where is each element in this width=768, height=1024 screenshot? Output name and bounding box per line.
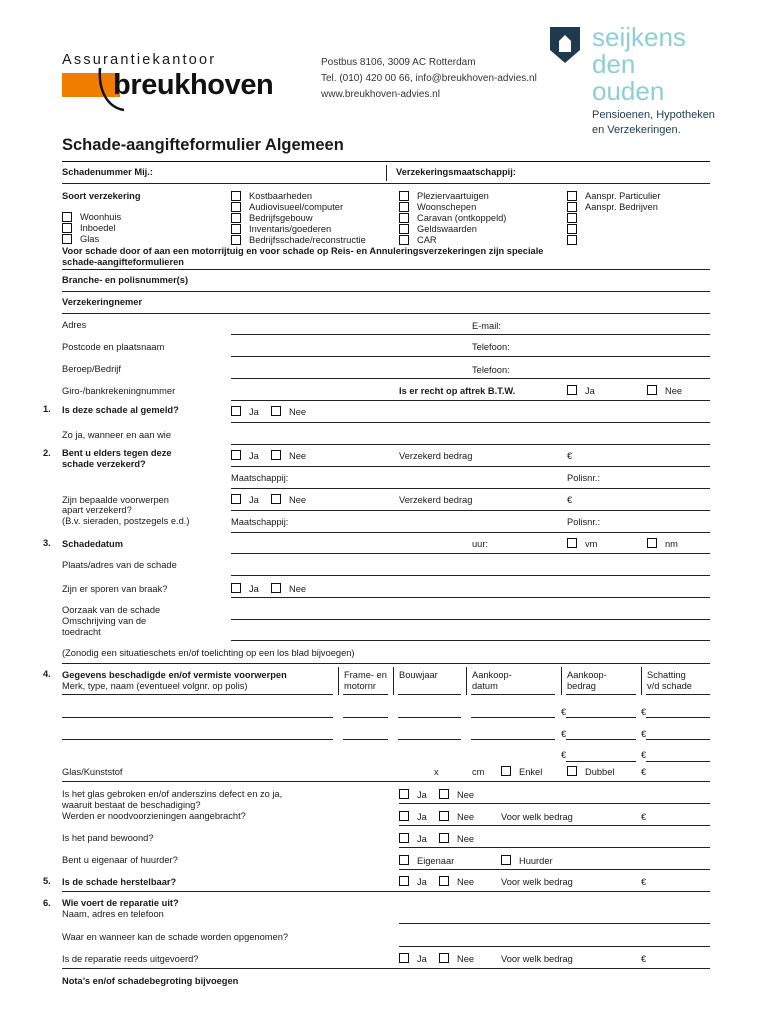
q1-label: Is deze schade al gemeld? bbox=[62, 405, 179, 415]
label-glas: Glas bbox=[80, 234, 100, 244]
email-label: E-mail: bbox=[472, 321, 501, 331]
beroep-input-line[interactable] bbox=[231, 378, 710, 379]
divider bbox=[231, 466, 710, 467]
checkbox-glas[interactable] bbox=[62, 234, 72, 244]
aankoopbedrag-label-line1: Aankoop- bbox=[567, 670, 607, 680]
logo-top-text: Assurantiekantoor bbox=[62, 52, 217, 68]
divider bbox=[62, 781, 710, 782]
euro-sign: € bbox=[641, 707, 647, 717]
item-row-2-line[interactable] bbox=[471, 739, 555, 740]
checkbox-aanspr-bedrijven[interactable] bbox=[567, 202, 577, 212]
label-audiovisueel: Audiovisueel/computer bbox=[249, 202, 344, 212]
divider bbox=[471, 694, 555, 695]
checkbox-pleziervaartuigen[interactable] bbox=[399, 191, 409, 201]
cm-label: cm bbox=[472, 767, 485, 777]
naam-adres-label: Naam, adres en telefoon bbox=[62, 909, 164, 919]
divider bbox=[62, 291, 710, 292]
eigenaar-label: Eigenaar bbox=[417, 856, 455, 866]
q2-nee-label: Nee bbox=[289, 451, 307, 461]
item-row-1-line[interactable] bbox=[566, 717, 636, 718]
partner-name-2: den bbox=[592, 49, 636, 79]
item-row-2-line[interactable] bbox=[343, 739, 388, 740]
checkbox-eigenaar[interactable] bbox=[399, 855, 409, 865]
divider bbox=[231, 510, 710, 511]
wie-reparatie-label: Wie voert de reparatie uit? bbox=[62, 898, 179, 908]
q1-ja-label: Ja bbox=[249, 407, 259, 417]
glas-ja-label: Ja bbox=[417, 790, 427, 800]
checkbox-sporen-nee[interactable] bbox=[271, 583, 281, 593]
item-row-1-line[interactable] bbox=[471, 717, 555, 718]
shield-icon bbox=[549, 26, 581, 64]
checkbox-extra-3[interactable] bbox=[567, 235, 577, 245]
company-address: Postbus 8106, 3009 AC Rotterdam bbox=[321, 57, 476, 68]
special-notice-line2: schade-aangifteformulieren bbox=[62, 257, 184, 267]
voor-welk-bedrag-label-2: Voor welk bedrag bbox=[501, 877, 573, 887]
checkbox-reparatie-nee[interactable] bbox=[439, 953, 449, 963]
checkbox-btw-nee[interactable] bbox=[647, 385, 657, 395]
item-row-2-line[interactable] bbox=[646, 739, 710, 740]
checkbox-bewoond-ja[interactable] bbox=[399, 833, 409, 843]
section-number-4: 4. bbox=[43, 669, 51, 679]
checkbox-extra-1[interactable] bbox=[567, 213, 577, 223]
partner-name-3: ouden bbox=[592, 76, 665, 106]
partner-tagline-2: en Verzekeringen. bbox=[592, 124, 681, 136]
telefoon-label: Telefoon: bbox=[472, 342, 510, 352]
company-phone-email: Tel. (010) 420 00 66, info@breukhoven-advies.nl bbox=[321, 73, 537, 84]
zonodig-note: (Zonodig een situatieschets en/of toelichting op een los blad bijvoegen) bbox=[62, 648, 355, 658]
soort-verzekering-label: Soort verzekering bbox=[62, 191, 141, 201]
checkbox-huurder[interactable] bbox=[501, 855, 511, 865]
divider bbox=[62, 694, 333, 695]
maatschappij-label: Maatschappij: bbox=[231, 473, 289, 483]
schadedatum-label: Schadedatum bbox=[62, 539, 123, 549]
glas-kunststof-label: Glas/Kunststof bbox=[62, 767, 123, 777]
label-woonschepen: Woonschepen bbox=[417, 202, 477, 212]
eigenaar-question-label: Bent u eigenaar of huurder? bbox=[62, 855, 178, 865]
voor-welk-bedrag-label: Voor welk bedrag bbox=[501, 812, 573, 822]
divider bbox=[646, 694, 710, 695]
herstel-nee-label: Nee bbox=[457, 877, 475, 887]
checkbox-audiovisueel[interactable] bbox=[231, 202, 241, 212]
herstel-ja-label: Ja bbox=[417, 877, 427, 887]
q1b-label: Zo ja, wanneer en aan wie bbox=[62, 430, 172, 440]
vm-label: vm bbox=[585, 539, 598, 549]
euro-sign: € bbox=[641, 750, 647, 760]
reparatie-nee-label: Nee bbox=[457, 954, 475, 964]
divider bbox=[399, 825, 710, 826]
uur-label: uur: bbox=[472, 539, 489, 549]
checkbox-geldswaarden[interactable] bbox=[399, 224, 409, 234]
checkbox-woonhuis[interactable] bbox=[62, 212, 72, 222]
omschrijving-label-line2: toedracht bbox=[62, 627, 101, 637]
checkbox-q1-nee[interactable] bbox=[271, 406, 281, 416]
frame-label-line2: motornr bbox=[344, 681, 377, 691]
btw-ja-label: Ja bbox=[585, 386, 595, 396]
euro-sign: € bbox=[641, 812, 647, 822]
checkbox-bedrijfsschade[interactable] bbox=[231, 235, 241, 245]
checkbox-glas-nee[interactable] bbox=[439, 789, 449, 799]
btw-label: Is er recht op aftrek B.T.W. bbox=[399, 386, 516, 396]
btw-nee-label: Nee bbox=[665, 386, 683, 396]
item-row-2-line[interactable] bbox=[398, 739, 461, 740]
sporen-braak-label: Zijn er sporen van braak? bbox=[62, 584, 168, 594]
checkbox-nood-nee[interactable] bbox=[439, 811, 449, 821]
section-number-6: 6. bbox=[43, 898, 51, 908]
aankoopdatum-label-line2: datum bbox=[472, 681, 498, 691]
branche-polisnummer-label: Branche- en polisnummer(s) bbox=[62, 275, 189, 285]
plaats-schade-label: Plaats/adres van de schade bbox=[62, 560, 177, 570]
q2c-label-line3: (B.v. sieraden, postzegels e.d.) bbox=[62, 516, 190, 526]
q2-ja-label: Ja bbox=[249, 451, 259, 461]
verzekerd-bedrag-label: Verzekerd bedrag bbox=[399, 451, 473, 461]
divider bbox=[398, 694, 461, 695]
naam-adres-input-line[interactable] bbox=[399, 923, 710, 924]
divider bbox=[399, 869, 710, 870]
checkbox-q2-ja[interactable] bbox=[231, 450, 241, 460]
divider bbox=[62, 313, 710, 314]
giro-input-line[interactable] bbox=[231, 400, 710, 401]
checkbox-extra-2[interactable] bbox=[567, 224, 577, 234]
divider bbox=[62, 269, 710, 270]
checkbox-aanspr-particulier[interactable] bbox=[567, 191, 577, 201]
noodvoorzieningen-label: Werden er noodvoorzieningen aangebracht? bbox=[62, 811, 246, 821]
adres-label: Adres bbox=[62, 320, 87, 330]
checkbox-inboedel[interactable] bbox=[62, 223, 72, 233]
label-inboedel: Inboedel bbox=[80, 223, 116, 233]
item-row-1-line[interactable] bbox=[398, 717, 461, 718]
checkbox-q2-nee[interactable] bbox=[271, 450, 281, 460]
verzekeringnemer-label: Verzekeringnemer bbox=[62, 297, 143, 307]
euro-sign: € bbox=[561, 750, 567, 760]
checkbox-car[interactable] bbox=[399, 235, 409, 245]
polisnr-label: Polisnr.: bbox=[567, 473, 601, 483]
divider bbox=[62, 968, 710, 969]
glas-nee-label: Nee bbox=[457, 790, 475, 800]
divider bbox=[393, 667, 394, 695]
beroep-label: Beroep/Bedrijf bbox=[62, 364, 121, 374]
checkbox-caravan[interactable] bbox=[399, 213, 409, 223]
telefoon-label-2: Telefoon: bbox=[472, 365, 510, 375]
item-row-1-line[interactable] bbox=[343, 717, 388, 718]
label-aanspr-bedrijven: Aanspr. Bedrijven bbox=[585, 202, 658, 212]
label-bedrijfsschade: Bedrijfsschade/reconstructie bbox=[249, 235, 366, 245]
checkbox-q2c-nee[interactable] bbox=[271, 494, 281, 504]
nood-nee-label: Nee bbox=[457, 812, 475, 822]
huurder-label: Huurder bbox=[519, 856, 553, 866]
sporen-ja-label: Ja bbox=[249, 584, 259, 594]
euro-sign: € bbox=[561, 707, 567, 717]
euro-sign: € bbox=[561, 729, 567, 739]
checkbox-q1-ja[interactable] bbox=[231, 406, 241, 416]
divider bbox=[399, 803, 710, 804]
checkbox-q2c-ja[interactable] bbox=[231, 494, 241, 504]
divider bbox=[231, 422, 710, 423]
label-geldswaarden: Geldswaarden bbox=[417, 224, 477, 234]
waar-wanneer-input-line[interactable] bbox=[399, 946, 710, 947]
company-website: www.breukhoven-advies.nl bbox=[321, 89, 440, 100]
q2c-nee-label: Nee bbox=[289, 495, 307, 505]
label-bedrijfsgebouw: Bedrijfsgebouw bbox=[249, 213, 313, 223]
partner-tagline-1: Pensioenen, Hypotheken bbox=[592, 109, 715, 121]
divider bbox=[566, 694, 636, 695]
euro-sign: € bbox=[567, 495, 573, 505]
checkbox-sporen-ja[interactable] bbox=[231, 583, 241, 593]
checkbox-btw-ja[interactable] bbox=[567, 385, 577, 395]
divider bbox=[399, 847, 710, 848]
maatschappij-label-2: Maatschappij: bbox=[231, 517, 289, 527]
section-number-2: 2. bbox=[43, 448, 51, 458]
checkbox-nood-ja[interactable] bbox=[399, 811, 409, 821]
label-pleziervaartuigen: Pleziervaartuigen bbox=[417, 191, 489, 201]
divider bbox=[561, 667, 562, 695]
logo-bottom-text: breukhoven bbox=[113, 69, 274, 101]
enkel-label: Enkel bbox=[519, 767, 543, 777]
label-inventaris: Inventaris/goederen bbox=[249, 224, 332, 234]
divider bbox=[62, 891, 710, 892]
plaats-input-line[interactable] bbox=[231, 575, 710, 576]
divider bbox=[338, 667, 339, 695]
form-title: Schade-aangifteformulier Algemeen bbox=[62, 136, 344, 154]
checkbox-vm[interactable] bbox=[567, 538, 577, 548]
q2-label-line2: schade verzekerd? bbox=[62, 459, 146, 469]
schadenummer-label: Schadenummer Mij.: bbox=[62, 167, 153, 177]
divider bbox=[386, 165, 387, 181]
checkbox-dubbel[interactable] bbox=[567, 766, 577, 776]
checkbox-glas-ja[interactable] bbox=[399, 789, 409, 799]
item-row-3-line[interactable] bbox=[566, 761, 636, 762]
label-woonhuis: Woonhuis bbox=[80, 212, 122, 222]
divider bbox=[343, 694, 388, 695]
schatting-label-line2: v/d schade bbox=[647, 681, 692, 691]
omschrijving-input-line[interactable] bbox=[231, 640, 710, 641]
aankoopbedrag-label-line2: bedrag bbox=[567, 681, 596, 691]
euro-sign: € bbox=[641, 877, 647, 887]
q2c-label-line2: apart verzekerd? bbox=[62, 505, 132, 515]
schadedatum-input-line[interactable] bbox=[231, 553, 710, 554]
polisnr-label-2: Polisnr.: bbox=[567, 517, 601, 527]
q1b-input-line[interactable] bbox=[231, 444, 710, 445]
label-aanspr-particulier: Aanspr. Particulier bbox=[585, 191, 661, 201]
schatting-label-line1: Schatting bbox=[647, 670, 686, 680]
sporen-nee-label: Nee bbox=[289, 584, 307, 594]
dubbel-label: Dubbel bbox=[585, 767, 615, 777]
q2c-ja-label: Ja bbox=[249, 495, 259, 505]
oorzaak-input-line[interactable] bbox=[231, 619, 710, 620]
section-number-5: 5. bbox=[43, 876, 51, 886]
x-label: x bbox=[434, 767, 439, 777]
divider bbox=[62, 161, 710, 162]
item-row-1-line[interactable] bbox=[646, 717, 710, 718]
nood-ja-label: Ja bbox=[417, 812, 427, 822]
reparatie-ja-label: Ja bbox=[417, 954, 427, 964]
checkbox-reparatie-ja[interactable] bbox=[399, 953, 409, 963]
item-row-3-line[interactable] bbox=[646, 761, 710, 762]
divider bbox=[466, 667, 467, 695]
euro-sign: € bbox=[641, 729, 647, 739]
checkbox-nm[interactable] bbox=[647, 538, 657, 548]
bewoond-label: Is het pand bewoond? bbox=[62, 833, 154, 843]
q2-label-line1: Bent u elders tegen deze bbox=[62, 448, 172, 458]
maatschappij-input-line[interactable] bbox=[231, 488, 710, 489]
reparatie-uitgevoerd-label: Is de reparatie reeds uitgevoerd? bbox=[62, 954, 199, 964]
checkbox-bedrijfsgebouw[interactable] bbox=[231, 213, 241, 223]
voor-welk-bedrag-label-3: Voor welk bedrag bbox=[501, 954, 573, 964]
checkbox-enkel[interactable] bbox=[501, 766, 511, 776]
euro-sign: € bbox=[567, 451, 573, 461]
postcode-label: Postcode en plaatsnaam bbox=[62, 342, 165, 352]
divider bbox=[641, 667, 642, 695]
checkbox-bewoond-nee[interactable] bbox=[439, 833, 449, 843]
merk-type-label: Merk, type, naam (eventueel volgnr. op polis) bbox=[62, 681, 248, 691]
section-number-1: 1. bbox=[43, 404, 51, 414]
euro-sign: € bbox=[641, 954, 647, 964]
item-row-2-line[interactable] bbox=[566, 739, 636, 740]
q2c-label-line1: Zijn bepaalde voorwerpen bbox=[62, 495, 169, 505]
bewoond-nee-label: Nee bbox=[457, 834, 475, 844]
postcode-input-line[interactable] bbox=[231, 356, 710, 357]
checkbox-herstel-nee[interactable] bbox=[439, 876, 449, 886]
verzekeringsmaatschappij-label: Verzekeringsmaatschappij: bbox=[396, 167, 516, 177]
nm-label: nm bbox=[665, 539, 678, 549]
checkbox-inventaris[interactable] bbox=[231, 224, 241, 234]
special-notice-line1: Voor schade door of aan een motorrijtuig en voor schade op Reis- en Annuleringsverzekeringen zijn speciale bbox=[62, 246, 544, 256]
gegevens-label: Gegevens beschadigde en/of vermiste voorwerpen bbox=[62, 670, 287, 680]
q1-nee-label: Nee bbox=[289, 407, 307, 417]
frame-label-line1: Frame- en bbox=[344, 670, 387, 680]
label-car: CAR bbox=[417, 235, 437, 245]
adres-input-line[interactable] bbox=[231, 334, 710, 335]
label-caravan: Caravan (ontkoppeld) bbox=[417, 213, 507, 223]
verzekerd-bedrag-label-2: Verzekerd bedrag bbox=[399, 495, 473, 505]
divider bbox=[62, 663, 710, 664]
glas-question-line2: waaruit bestaat de beschadiging? bbox=[62, 800, 201, 810]
nota-label: Nota’s en/of schadebegroting bijvoegen bbox=[62, 976, 239, 986]
divider bbox=[231, 597, 710, 598]
item-row-1-line[interactable] bbox=[62, 717, 333, 718]
waar-wanneer-label: Waar en wanneer kan de schade worden opgenomen? bbox=[62, 932, 289, 942]
item-row-2-line[interactable] bbox=[62, 739, 333, 740]
checkbox-herstel-ja[interactable] bbox=[399, 876, 409, 886]
oorzaak-label: Oorzaak van de schade bbox=[62, 605, 161, 615]
divider bbox=[62, 183, 710, 184]
herstelbaar-label: Is de schade herstelbaar? bbox=[62, 877, 177, 887]
aankoopdatum-label-line1: Aankoop- bbox=[472, 670, 512, 680]
section-number-3: 3. bbox=[43, 538, 51, 548]
omschrijving-label-line1: Omschrijving van de bbox=[62, 616, 147, 626]
bouwjaar-label: Bouwjaar bbox=[399, 670, 438, 680]
maatschappij-input-line-2[interactable] bbox=[231, 532, 710, 533]
checkbox-woonschepen[interactable] bbox=[399, 202, 409, 212]
glas-question-line1: Is het glas gebroken en/of anderszins defect en zo ja, bbox=[62, 789, 283, 799]
giro-label: Giro-/bankrekeningnummer bbox=[62, 386, 176, 396]
checkbox-kostbaarheden[interactable] bbox=[231, 191, 241, 201]
euro-sign: € bbox=[641, 767, 647, 777]
label-kostbaarheden: Kostbaarheden bbox=[249, 191, 313, 201]
partner-name-1: seijkens bbox=[592, 22, 686, 52]
bewoond-ja-label: Ja bbox=[417, 834, 427, 844]
